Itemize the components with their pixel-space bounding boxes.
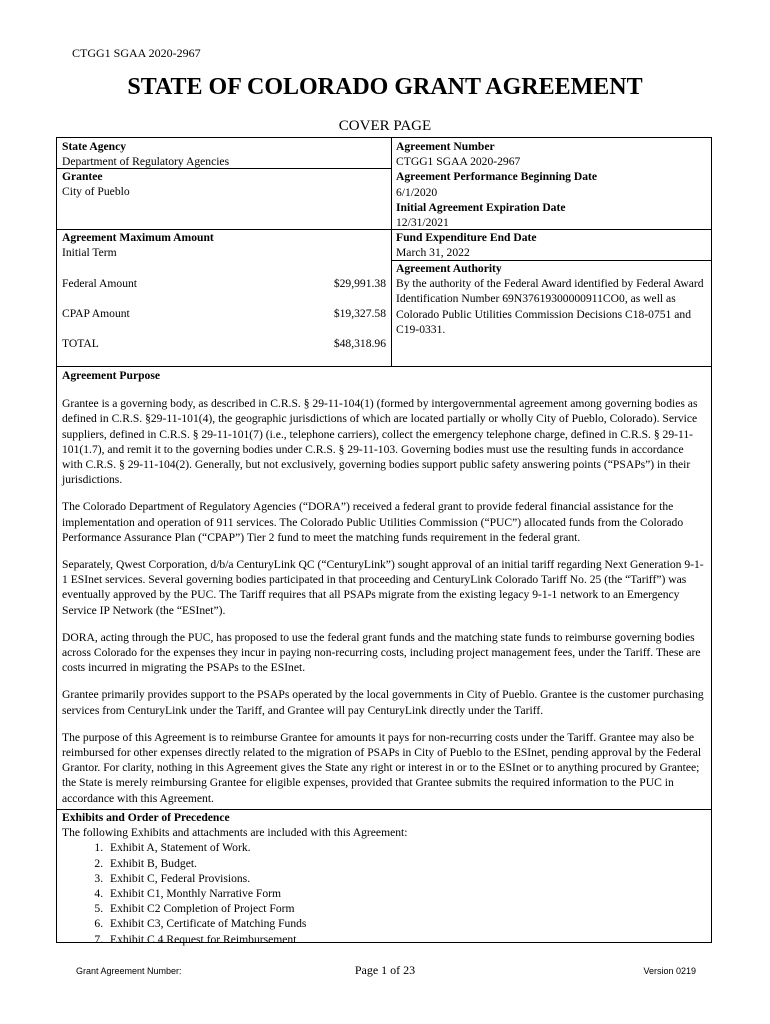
grantee-value: City of Pueblo	[62, 185, 130, 199]
fund-end-label: Fund Expenditure End Date	[396, 231, 537, 244]
performance-begin-label: Agreement Performance Beginning Date	[396, 170, 598, 184]
list-item: 2. Exhibit B, Budget.	[106, 856, 706, 871]
purpose-paragraph: The Colorado Department of Regulatory Agencies (“DORA”) received a federal grant to provide federal financial assistance for the implementation and operation of 911 services. The Colorado Public Utilities Commission (“PUC”) allocated funds from the Colorado Performance Assurance Plan (“CPAP”) Tier 2 fund to meet the matching funds requirement in the federal grant.	[62, 500, 684, 544]
max-amount-label: Agreement Maximum Amount	[62, 231, 214, 244]
authority-cell	[396, 261, 708, 337]
list-item: 4. Exhibit C1, Monthly Narrative Form	[106, 886, 706, 901]
cpap-amount-value: $19,327.58	[333, 307, 386, 320]
authority-value: By the authority of the Federal Award identified by Federal Award Identification Number 69N37619300000911CO0, as well as Colorado Public Utilities Commission Decisions C18-0751 and C19-0331.	[396, 277, 704, 336]
list-item: 5. Exhibit C2 Completion of Project Form	[106, 901, 706, 916]
federal-amount-value: $29,991.38	[333, 277, 386, 290]
purpose-paragraph: DORA, acting through the PUC, has proposed to use the federal grant funds and the matching state funds to reimburse governing bodies across Colorado for the expenses they incur in paying non-recurring costs, including project management fees, under the Tariff. These are costs incurred in migrating the PSAPs to the ESInet.	[62, 630, 701, 675]
state-agency-cell	[62, 139, 388, 169]
footer-page-number: Page 1 of 23	[354, 963, 416, 977]
authority-label: Agreement Authority	[396, 262, 502, 275]
cover-page-table	[56, 137, 712, 946]
federal-amount-label: Federal Amount	[62, 277, 138, 290]
column-divider	[391, 138, 392, 366]
total-amount-value: $48,318.96	[333, 337, 386, 350]
list-item: 6. Exhibit C3, Certificate of Matching Funds	[106, 916, 706, 931]
purpose-heading: Agreement Purpose	[62, 369, 160, 382]
document-title: STATE OF COLORADO GRANT AGREEMENT	[127, 74, 643, 100]
exhibits-list	[62, 840, 706, 946]
footer-agreement-number: Grant Agreement Number:	[76, 966, 182, 976]
cover-page-subtitle: COVER PAGE	[338, 118, 432, 134]
max-amount-cell	[57, 230, 391, 366]
initial-expiration-label: Initial Agreement Expiration Date	[396, 200, 566, 214]
purpose-paragraph: Grantee primarily provides support to the PSAPs operated by the local governments in City of Pueblo. Grantee is the customer purchasing services from CenturyLink under the Tariff, and Grantee will pay CenturyLink directly under the Tariff.	[62, 688, 704, 717]
grantee-cell	[62, 169, 388, 199]
fund-end-value: March 31, 2022	[396, 246, 470, 260]
list-item: 3. Exhibit C, Federal Provisions.	[106, 871, 706, 886]
initial-expiration-value: 12/31/2021	[396, 216, 449, 230]
purpose-paragraph: The purpose of this Agreement is to reimburse Grantee for amounts it pays for non-recurring costs under the Tariff. Grantee may also be reimbursed for other expenses directly related to the migration of PSAPs in City of Pueblo to the ESInet, pending approval by the Federal Grantor. For clarity, nothing in this Agreement gives the State any right or interest in or to the ESInet or to anything procured by Grantee; the State is merely reimbursing Grantee for eligible expenses, provided that Grantee submits the required information to the PUC in accordance with this Agreement.	[62, 730, 702, 805]
agreement-number-label: Agreement Number	[396, 140, 495, 153]
footer-version: Version 0219	[643, 966, 696, 976]
list-item: 7. Exhibit C 4 Request for Reimbursement	[106, 932, 706, 947]
exhibits-section	[62, 810, 706, 947]
row-divider	[57, 366, 711, 367]
fund-expenditure-cell	[396, 230, 708, 260]
exhibits-intro: The following Exhibits and attachments are included with this Agreement:	[62, 826, 408, 840]
agreement-number-value: CTGG1 SGAA 2020-2967	[396, 155, 521, 169]
state-agency-label: State Agency	[62, 140, 127, 153]
list-item: 1. Exhibit A, Statement of Work.	[106, 840, 706, 855]
initial-term-label: Initial Term	[62, 246, 117, 259]
total-amount-label: TOTAL	[62, 337, 99, 350]
agreement-purpose-section	[62, 368, 706, 806]
agreement-info-cell	[396, 139, 708, 230]
exhibits-heading: Exhibits and Order of Precedence	[62, 811, 230, 824]
cpap-amount-label: CPAP Amount	[62, 307, 130, 320]
header-agreement-id: CTGG1 SGAA 2020-2967	[72, 46, 201, 60]
performance-begin-value: 6/1/2020	[396, 185, 438, 199]
state-agency-value: Department of Regulatory Agencies	[62, 155, 230, 169]
purpose-paragraph: Separately, Qwest Corporation, d/b/a CenturyLink QC (“CenturyLink”) sought approval of an initial tariff regarding Next Generation 9-1-1 ESInet services. Several governing bodies participated in that proceeding and CenturyLink Colorado Tariff No. 25 (the “Tariff”) was eventually approved by the PUC. The Tariff requires that all PSAPs migrate from the existing legacy 9-1-1 network to an Emergency Service IP Network (the “ESInet”).	[62, 558, 704, 617]
purpose-paragraph: Grantee is a governing body, as described in C.R.S. § 29-11-104(1) (formed by intergovernmental agreement among governing bodies as defined in C.R.S. §29-11-101(4), the geographic jurisdictions of which are located partially or wholly City of Pueblo, Colorado). Service suppliers, defined in C.R.S. § 29-11-101(7) (i.e., telephone carriers), collect the emergency telephone charge, defined in C.R.S. § 29-11-101(1.7), and remit it to the governing bodies under C.R.S. § 29-11-103. Governing bodies must use the resulting funds in accordance with C.R.S. § 29-11-104(2). Generally, but not exclusively, governing bodies support public safety answering points (“PSAPs”) in their jurisdictions.	[62, 397, 698, 487]
grantee-label: Grantee	[62, 170, 103, 183]
